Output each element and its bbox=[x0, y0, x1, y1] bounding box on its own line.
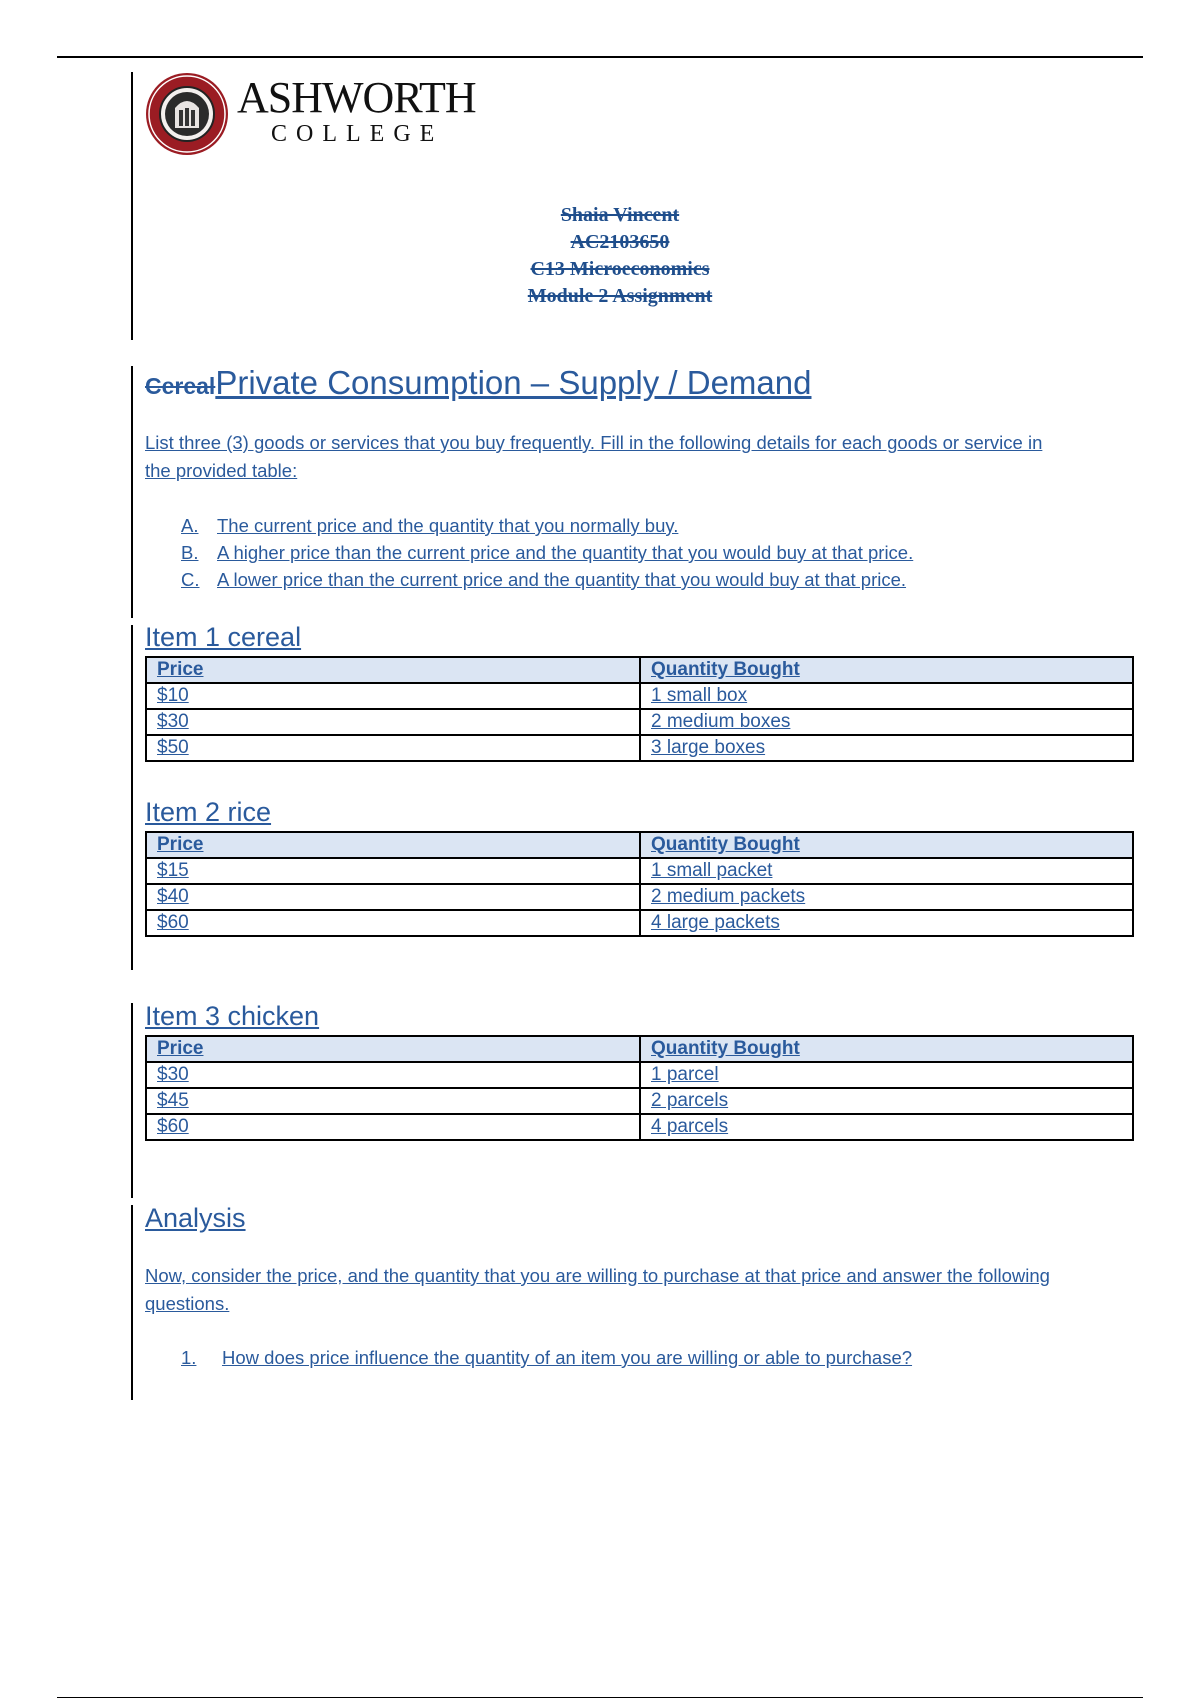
table-cell: $60 bbox=[146, 1114, 640, 1140]
revision-bar bbox=[131, 1003, 133, 1198]
logo-name: ASHWORTH bbox=[237, 73, 476, 122]
item-1-table bbox=[145, 656, 1134, 762]
table-row bbox=[146, 1114, 1133, 1140]
list-item bbox=[181, 566, 913, 593]
student-name: Shaia Vincent bbox=[560, 204, 680, 226]
table-cell: 4 large packets bbox=[640, 910, 1133, 936]
table-cell: 2 medium boxes bbox=[640, 709, 1133, 735]
table-header-row bbox=[146, 1036, 1133, 1062]
table-cell: $30 bbox=[146, 1062, 640, 1088]
course-name: C13 Microeconomics bbox=[530, 258, 710, 280]
instruction-list bbox=[181, 512, 913, 593]
list-item-text: A lower price than the current price and the quantity that you would buy at that price. bbox=[217, 569, 907, 590]
table-cell: 1 parcel bbox=[640, 1062, 1133, 1088]
table-row bbox=[146, 1088, 1133, 1114]
table-row bbox=[146, 683, 1133, 709]
table-cell: $30 bbox=[146, 709, 640, 735]
revision-bar bbox=[131, 72, 133, 340]
quantity-header: Quantity Bought bbox=[640, 832, 1133, 858]
analysis-heading: Analysis bbox=[145, 1203, 246, 1233]
price-header: Price bbox=[146, 832, 640, 858]
list-item bbox=[181, 1344, 912, 1371]
table-cell: $60 bbox=[146, 910, 640, 936]
table-row bbox=[146, 858, 1133, 884]
list-item bbox=[181, 539, 913, 566]
item-3-table bbox=[145, 1035, 1134, 1141]
title-text: Private Consumption – Supply / Demand bbox=[215, 364, 812, 401]
table-row bbox=[146, 910, 1133, 936]
table-cell: 4 parcels bbox=[640, 1114, 1133, 1140]
table-row bbox=[146, 709, 1133, 735]
table-cell: $50 bbox=[146, 735, 640, 761]
table-cell: 3 large boxes bbox=[640, 735, 1133, 761]
question-list bbox=[181, 1344, 912, 1371]
college-logo bbox=[145, 72, 495, 158]
student-id: AC2103650 bbox=[570, 231, 670, 253]
item-3-heading: Item 3 chicken bbox=[145, 1001, 320, 1031]
table-cell: 2 parcels bbox=[640, 1088, 1133, 1114]
table-cell: 1 small box bbox=[640, 683, 1133, 709]
quantity-header: Quantity Bought bbox=[640, 657, 1133, 683]
assignment-name: Module 2 Assignment bbox=[527, 285, 713, 307]
list-marker: B. bbox=[181, 542, 199, 563]
list-marker: 1. bbox=[181, 1347, 197, 1368]
table-cell: 1 small packet bbox=[640, 858, 1133, 884]
table-cell: $40 bbox=[146, 884, 640, 910]
college-seal-icon bbox=[145, 72, 229, 156]
table-row bbox=[146, 1062, 1133, 1088]
revision-bar bbox=[131, 366, 133, 618]
table-header-row bbox=[146, 832, 1133, 858]
table-cell: $15 bbox=[146, 858, 640, 884]
top-rule bbox=[57, 56, 1143, 58]
analysis-intro: Now, consider the price, and the quantity that you are willing to purchase at that price and answer the following questions. bbox=[145, 1265, 1050, 1314]
logo-subname: COLLEGE bbox=[271, 121, 444, 147]
table-header-row bbox=[146, 657, 1133, 683]
bottom-rule bbox=[57, 1697, 1143, 1698]
revision-bar bbox=[131, 625, 133, 970]
table-cell: $10 bbox=[146, 683, 640, 709]
item-2-table bbox=[145, 831, 1134, 937]
intro-paragraph: List three (3) goods or services that you buy frequently. Fill in the following details for each goods or service in the provided table: bbox=[145, 432, 1043, 481]
table-row bbox=[146, 884, 1133, 910]
table-cell: 2 medium packets bbox=[640, 884, 1133, 910]
list-item-text: The current price and the quantity that you normally buy. bbox=[217, 515, 679, 536]
item-2-heading: Item 2 rice bbox=[145, 797, 272, 827]
quantity-header: Quantity Bought bbox=[640, 1036, 1133, 1062]
deleted-title-text: Cereal bbox=[145, 373, 216, 399]
price-header: Price bbox=[146, 657, 640, 683]
list-marker: A. bbox=[181, 515, 199, 536]
list-marker: C. bbox=[181, 569, 200, 590]
item-1-heading: Item 1 cereal bbox=[145, 622, 302, 652]
revision-bar bbox=[131, 1205, 133, 1400]
table-cell: $45 bbox=[146, 1088, 640, 1114]
list-item-text: A higher price than the current price and the quantity that you would buy at that price. bbox=[217, 542, 914, 563]
list-item-text: How does price influence the quantity of an item you are willing or able to purchase? bbox=[222, 1347, 913, 1368]
price-header: Price bbox=[146, 1036, 640, 1062]
list-item bbox=[181, 512, 913, 539]
table-row bbox=[146, 735, 1133, 761]
page-title bbox=[145, 364, 811, 402]
